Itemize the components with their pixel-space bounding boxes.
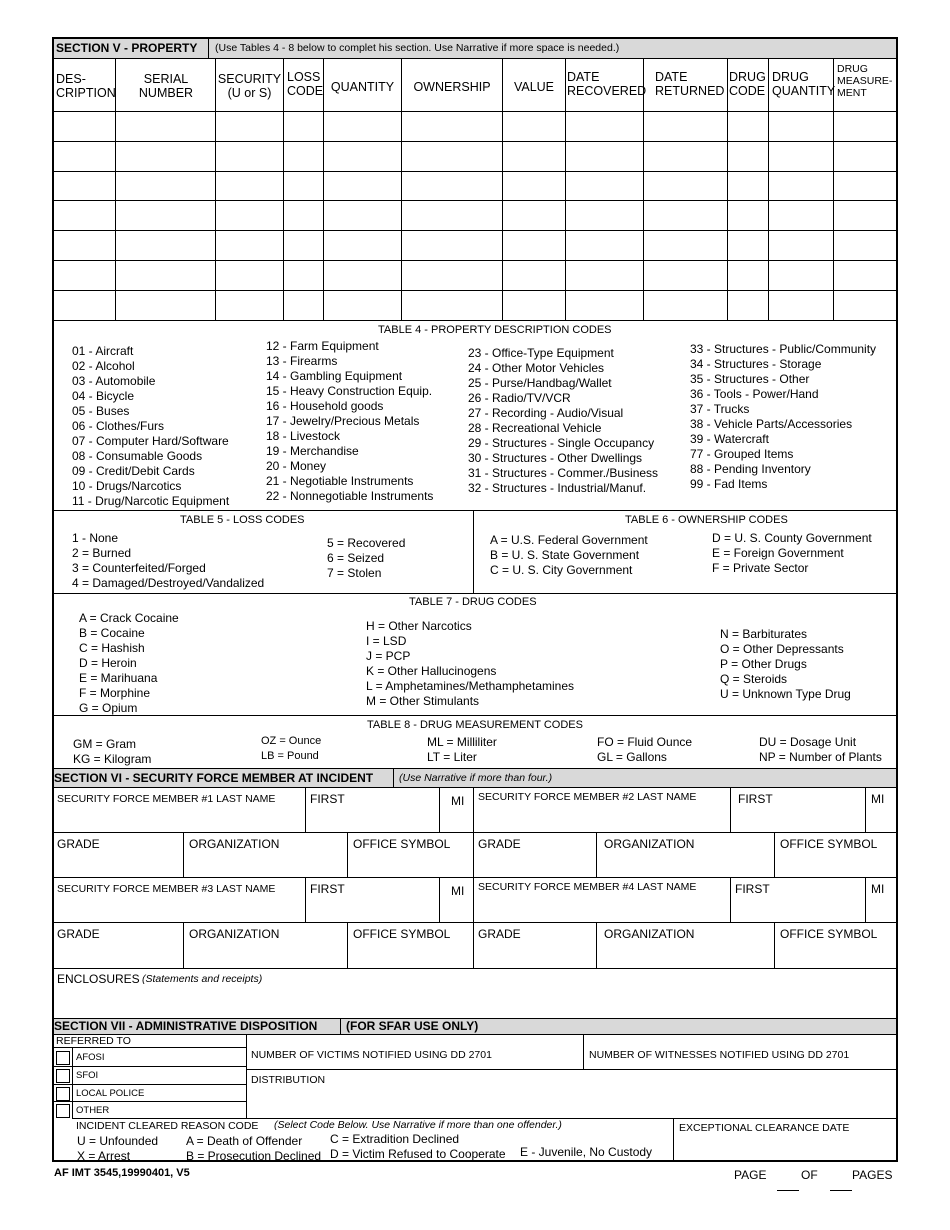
page-label: PAGE: [734, 1168, 767, 1182]
col-loss-code: LOSS CODE: [287, 70, 324, 99]
member4-last-name-field[interactable]: [474, 878, 730, 922]
member3-organization-label: ORGANIZATION: [189, 927, 280, 941]
member1-office-symbol-label: OFFICE SYMBOL: [353, 837, 451, 851]
table4-col1: 01 - Aircraft 02 - Alcohol 03 - Automobile 04 - Bicycle 05 - Buses 06 - Clothes/Furs 07 - Computer Hard/Software 08 - Consumable Goods 09 - Credit/Debit Cards 10 - Drugs/Narcotics 11 - Drug/Narcotic Equipment: [72, 344, 230, 508]
member2-office-symbol-label: OFFICE SYMBOL: [780, 837, 878, 851]
table-row[interactable]: [54, 112, 896, 141]
table8-item-2: OZ = Ounce LB = Pound: [261, 735, 322, 762]
member1-organization-label: ORGANIZATION: [189, 837, 280, 851]
col-drug-quantity: DRUG QUANTITY: [772, 70, 836, 99]
member1-grade-field[interactable]: [54, 833, 183, 877]
member2-mi-field[interactable]: [866, 788, 896, 832]
pages-label: PAGES: [852, 1168, 893, 1182]
table5-title: TABLE 5 - LOSS CODES: [180, 514, 305, 526]
code-juvenile-no-custody[interactable]: E - Juvenile, No Custody: [520, 1145, 653, 1159]
table8-title: TABLE 8 - DRUG MEASUREMENT CODES: [367, 719, 583, 731]
table-row[interactable]: [54, 201, 896, 230]
member3-grade-label: GRADE: [57, 927, 100, 941]
col-drug-measurement: DRUG MEASURE- MENT: [837, 63, 893, 100]
member1-first-field[interactable]: [306, 788, 439, 832]
table5-col2: 5 = Recovered 6 = Seized 7 = Stolen: [327, 536, 406, 580]
table8-item-3: ML = Milliliter LT = Liter: [427, 735, 497, 764]
table5-col1: 1 - None 2 = Burned 3 = Counterfeited/Forged 4 = Damaged/Destroyed/Vandalized: [72, 531, 265, 590]
table-row[interactable]: [54, 231, 896, 260]
afosi-label: AFOSI: [76, 1052, 105, 1063]
section5-note: (Use Tables 4 - 8 below to complet his section. Use Narrative if more space is needed.): [215, 42, 620, 54]
member3-last-name-label: SECURITY FORCE MEMBER #3 LAST NAME: [57, 883, 276, 895]
member2-grade-field[interactable]: [474, 833, 596, 877]
member3-organization-field[interactable]: [184, 923, 347, 967]
member4-grade-label: GRADE: [478, 927, 521, 941]
table7-col1: A = Crack Cocaine B = Cocaine C = Hashish D = Heroin E = Marihuana F = Morphine G = Opium: [79, 611, 179, 715]
member3-mi-label: MI: [451, 884, 465, 898]
member3-last-name-field[interactable]: [54, 878, 305, 922]
table4-col4: 33 - Structures - Public/Community 34 - Structures - Storage 35 - Structures - Other 36 - Tools - Power/Hand 37 - Trucks 38 - Vehicle Parts/Accessories 39 - Watercraft 77 - Grouped Items 88 - Pending Inventory 99 - Fad Items: [690, 342, 877, 491]
member4-organization-field[interactable]: [597, 923, 774, 967]
table8-item-4: FO = Fluid Ounce GL = Gallons: [597, 735, 693, 764]
code-unfounded[interactable]: U = Unfounded: [77, 1134, 159, 1148]
member4-grade-field[interactable]: [474, 923, 596, 967]
other-checkbox[interactable]: [56, 1104, 70, 1118]
table4-title: TABLE 4 - PROPERTY DESCRIPTION CODES: [378, 324, 612, 336]
col-description: DES- CRIPTION: [56, 72, 116, 101]
member3-grade-field[interactable]: [54, 923, 183, 967]
col-ownership: OWNERSHIP: [413, 80, 491, 94]
afosi-checkbox[interactable]: [56, 1051, 70, 1065]
member4-first-field[interactable]: [731, 878, 865, 922]
table6-title: TABLE 6 - OWNERSHIP CODES: [625, 514, 788, 526]
form-id: AF IMT 3545,19990401, V5: [54, 1167, 190, 1179]
member3-office-symbol-label: OFFICE SYMBOL: [353, 927, 451, 941]
victims-notified-field[interactable]: [247, 1035, 583, 1069]
col-drug-code: DRUG CODE: [729, 70, 766, 99]
col-value: VALUE: [513, 80, 555, 94]
col-quantity: QUANTITY: [330, 80, 395, 94]
table4-col3: 23 - Office-Type Equipment 24 - Other Motor Vehicles 25 - Purse/Handbag/Wallet 26 - Radio/TV/VCR 27 - Recording - Audio/Visual 28 - Recreational Vehicle 29 - Structures - Single Occupancy 30 - Structures - Other Dwellings 31 - Structures - Commer./Business 32 - Structures - Industrial/Manuf.: [468, 346, 659, 495]
member3-mi-field[interactable]: [440, 878, 473, 922]
member4-organization-label: ORGANIZATION: [604, 927, 695, 941]
sfoi-checkbox[interactable]: [56, 1069, 70, 1083]
witnesses-notified-label: NUMBER OF WITNESSES NOTIFIED USING DD 2701: [589, 1049, 850, 1061]
member1-mi-field[interactable]: [440, 788, 473, 832]
victims-notified-label: NUMBER OF VICTIMS NOTIFIED USING DD 2701: [251, 1049, 492, 1061]
of-label: OF: [801, 1168, 818, 1182]
section7-title: SECTION VII - ADMINISTRATIVE DISPOSITION: [54, 1019, 318, 1033]
table-row[interactable]: [54, 291, 896, 320]
table6-col1: A = U.S. Federal Government B = U. S. State Government C = U. S. City Government: [490, 533, 648, 577]
member4-mi-field[interactable]: [866, 878, 896, 922]
enclosures-label: ENCLOSURES: [57, 972, 140, 986]
table-row[interactable]: [54, 142, 896, 171]
exceptional-clearance-date-label: EXCEPTIONAL CLEARANCE DATE: [679, 1122, 850, 1134]
sfoi-label: SFOI: [76, 1070, 99, 1081]
table7-title: TABLE 7 - DRUG CODES: [409, 596, 537, 608]
table6-col2: D = U. S. County Government E = Foreign Government F = Private Sector: [712, 531, 872, 575]
code-prosecution-declined[interactable]: B = Prosecution Declined: [186, 1149, 322, 1163]
member1-last-name-field[interactable]: [54, 788, 305, 832]
member4-mi-label: MI: [871, 882, 885, 896]
member1-last-name-label: SECURITY FORCE MEMBER #1 LAST NAME: [57, 793, 276, 805]
enclosures-note: (Statements and receipts): [142, 973, 263, 985]
section6-title: SECTION VI - SECURITY FORCE MEMBER AT INCIDENT: [54, 771, 374, 785]
referred-to-label: REFERRED TO: [56, 1035, 131, 1047]
member3-office-symbol-field[interactable]: [348, 923, 473, 967]
table8-item-5: DU = Dosage Unit NP = Number of Plants: [759, 735, 882, 764]
cleared-reason-note: (Select Code Below. Use Narrative if more than one offender.): [274, 1119, 562, 1131]
col-serial-number: SERIAL NUMBER: [138, 72, 194, 101]
member3-first-field[interactable]: [306, 878, 439, 922]
code-arrest[interactable]: X = Arrest: [77, 1149, 131, 1163]
member2-grade-label: GRADE: [478, 837, 521, 851]
section5-title: SECTION V - PROPERTY: [56, 41, 198, 55]
code-victim-refused[interactable]: D = Victim Refused to Cooperate: [330, 1147, 506, 1161]
member2-last-name-field[interactable]: [474, 788, 730, 832]
member2-first-label: FIRST: [738, 792, 773, 806]
member1-mi-label: MI: [451, 794, 465, 808]
member4-office-symbol-field[interactable]: [775, 923, 896, 967]
cleared-reason-label: INCIDENT CLEARED REASON CODE: [76, 1120, 259, 1132]
member2-organization-label: ORGANIZATION: [604, 837, 695, 851]
table4-col2: 12 - Farm Equipment 13 - Firearms 14 - Gambling Equipment 15 - Heavy Construction Equip. 16 - Household goods 17 - Jewelry/Precious Metals 18 - Livestock 19 - Merchandise 20 - Money 21 - Negotiable Instruments 22 - Nonnegotiable Instruments: [266, 339, 434, 503]
table8-item-1: GM = Gram KG = Kilogram: [73, 737, 152, 766]
member2-organization-field[interactable]: [597, 833, 774, 877]
member4-first-label: FIRST: [735, 882, 770, 896]
distribution-label: DISTRIBUTION: [251, 1074, 326, 1086]
enclosures-field[interactable]: [54, 969, 896, 1017]
member2-first-field[interactable]: [731, 788, 865, 832]
exceptional-clearance-date-field[interactable]: [674, 1119, 896, 1160]
table-row[interactable]: [54, 261, 896, 290]
member2-office-symbol-field[interactable]: [775, 833, 896, 877]
member1-office-symbol-field[interactable]: [348, 833, 473, 877]
member1-grade-label: GRADE: [57, 837, 100, 851]
member4-last-name-label: SECURITY FORCE MEMBER #4 LAST NAME: [478, 881, 697, 893]
col-security: SECURITY (U or S): [217, 72, 282, 101]
page-number-field[interactable]: [777, 1178, 799, 1191]
col-date-returned: DATE RETURNED: [655, 70, 725, 99]
member1-first-label: FIRST: [310, 792, 345, 806]
member2-mi-label: MI: [871, 792, 885, 806]
witnesses-notified-field[interactable]: [584, 1035, 896, 1069]
distribution-field[interactable]: [247, 1070, 896, 1118]
code-death-of-offender[interactable]: A = Death of Offender: [186, 1134, 303, 1148]
local-police-label: LOCAL POLICE: [76, 1088, 145, 1099]
other-label: OTHER: [76, 1105, 110, 1116]
member4-office-symbol-label: OFFICE SYMBOL: [780, 927, 878, 941]
member2-last-name-label: SECURITY FORCE MEMBER #2 LAST NAME: [478, 791, 697, 803]
local-police-checkbox[interactable]: [56, 1087, 70, 1101]
total-pages-field[interactable]: [830, 1178, 852, 1191]
section7-note: (FOR SFAR USE ONLY): [346, 1019, 479, 1033]
table-row[interactable]: [54, 172, 896, 200]
col-date-recovered: DATE RECOVERED: [567, 70, 647, 99]
section6-note: (Use Narrative if more than four.): [399, 772, 553, 784]
member1-organization-field[interactable]: [184, 833, 347, 877]
code-extradition-declined[interactable]: C = Extradition Declined: [330, 1132, 460, 1146]
table7-col2: H = Other Narcotics I = LSD J = PCP K = Other Hallucinogens L = Amphetamines/Methamphetamines M = Other Stimulants: [366, 619, 575, 708]
table7-col3: N = Barbiturates O = Other Depressants P = Other Drugs Q = Steroids U = Unknown Type Drug: [720, 627, 851, 701]
member3-first-label: FIRST: [310, 882, 345, 896]
